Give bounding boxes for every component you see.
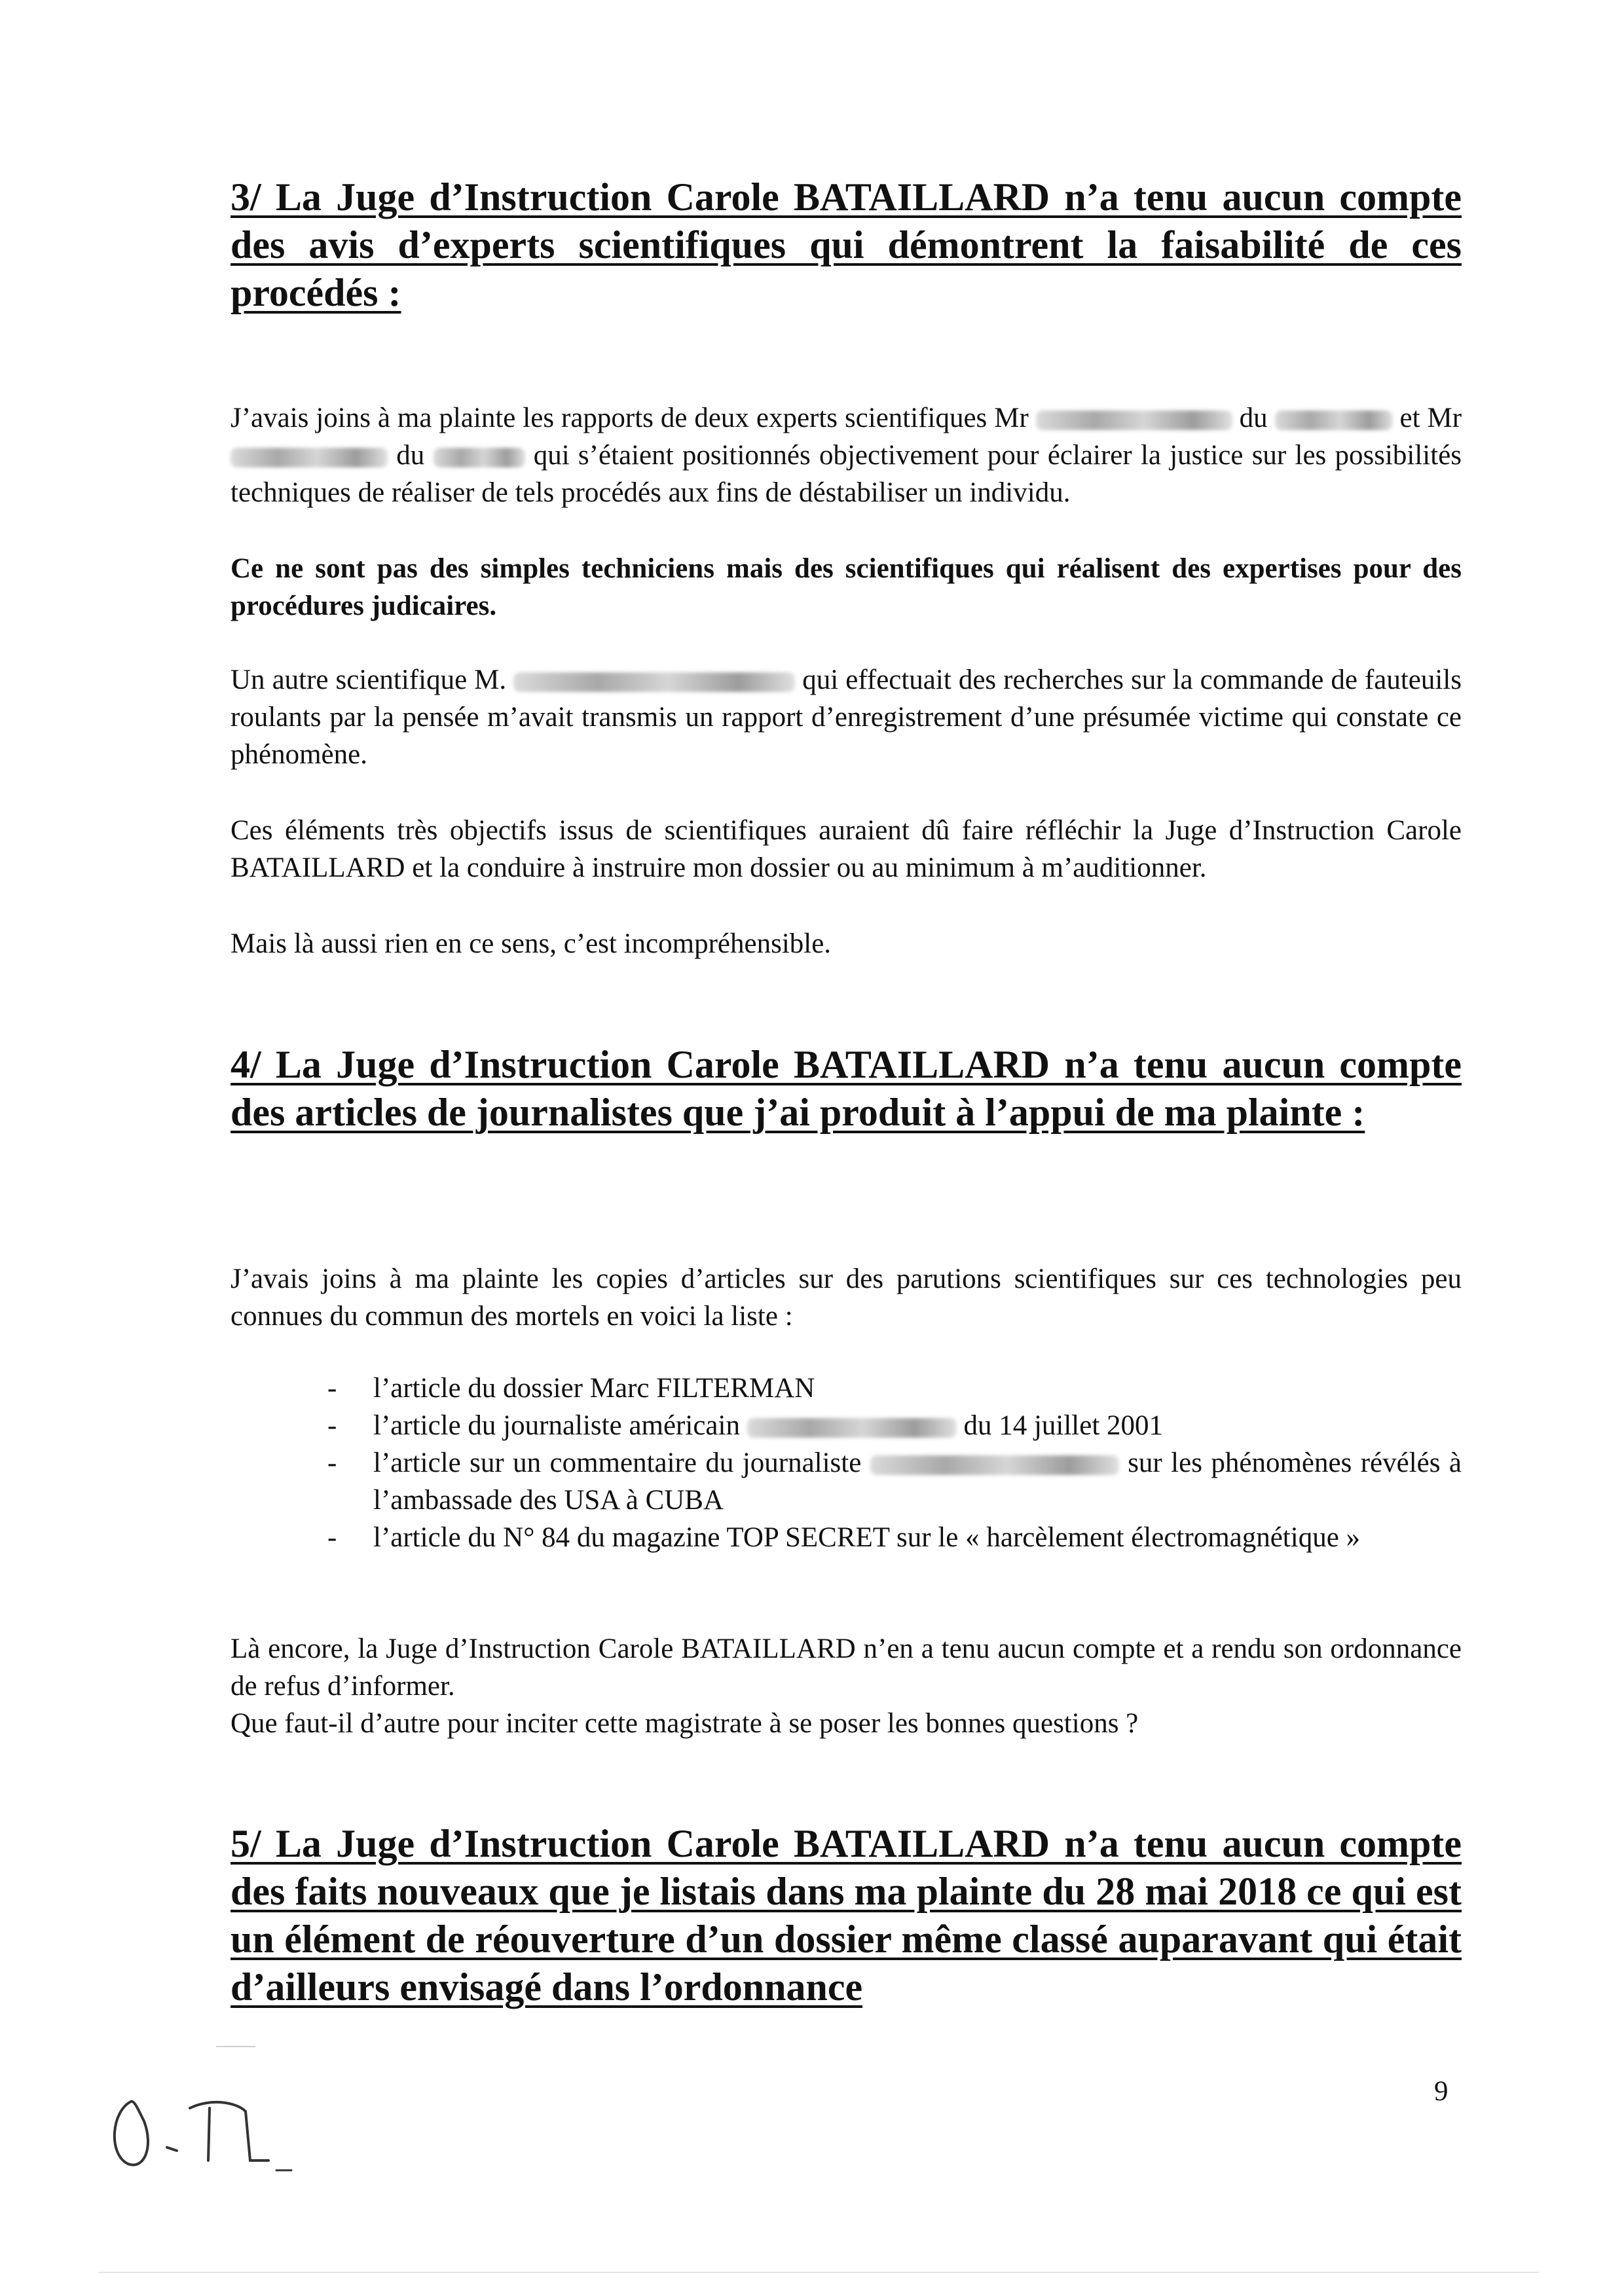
list-dash: -: [327, 1522, 337, 1553]
section-3-paragraph-scientist: [231, 661, 1462, 773]
redacted-name: [747, 1418, 957, 1438]
text-fragment: du: [396, 440, 425, 471]
section-3-paragraph-final: Mais là aussi rien en ce sens, c’est incompréhensible.: [231, 928, 832, 959]
list-item-text: du 14 juillet 2001: [963, 1410, 1164, 1441]
text-fragment: J’avais joins à ma plainte les rapports de deux experts scientifiques Mr: [231, 403, 1029, 433]
text-fragment: et Mr: [1399, 403, 1462, 433]
section-5-heading: 5/ La Juge d’Instruction Carole BATAILLARD n’a tenu aucun compte des faits nouveaux que je listais dans ma plainte du 28 mai 2018 ce qui est un élément de réouverture d’un dossier même classé auparavant qui était d’ailleurs envisagé dans l’ordonnance: [231, 1822, 1462, 2009]
section-3-bold-statement: Ce ne sont pas des simples techniciens mais des scientifiques qui réalisent des expertises pour des procédures judicaires.: [231, 553, 1462, 621]
list-item-text: l’article sur un commentaire du journaliste: [373, 1448, 862, 1478]
section-3-heading: 3/ La Juge d’Instruction Carole BATAILLARD n’a tenu aucun compte des avis d’experts scientifiques qui démontrent la faisabilité de ces procédés :: [231, 175, 1462, 314]
list-item: [327, 1444, 1462, 1519]
redacted-institution: [1275, 410, 1393, 430]
article-list: [327, 1370, 1462, 1556]
redacted-name: [870, 1455, 1119, 1475]
handwritten-initials-signature: [105, 2082, 327, 2180]
text-fragment: du: [1239, 403, 1268, 433]
text-fragment: qui effectuait des recherches sur la commande de fauteuils roulants par la pensée m’avait transmis un rapport d’enregistrement d’une présumée victime qui constate ce phénomène.: [231, 665, 1462, 770]
list-item-text: sur les phénomènes révélés à l’ambassade des USA à CUBA: [373, 1448, 1462, 1516]
text-fragment: Un autre scientifique M.: [231, 665, 507, 695]
redacted-name: [1036, 410, 1232, 430]
list-item: [327, 1407, 1462, 1444]
section-3-paragraph-experts: [231, 399, 1462, 511]
section-4-paragraph-after: Là encore, la Juge d’Instruction Carole BATAILLARD n’en a tenu aucun compte et a rendu son ordonnance de refus d’informer.: [231, 1633, 1462, 1702]
list-dash: -: [327, 1373, 337, 1404]
page-number: 9: [1434, 2076, 1449, 2107]
section-3-paragraph-conclusion: Ces éléments très objectifs issus de scientifiques auraient dû faire réfléchir la Juge d’Instruction Carole BATAILLARD et la conduire à instruire mon dossier ou au minimum à m’auditionner.: [231, 815, 1462, 883]
list-dash: -: [327, 1410, 337, 1441]
list-item: [327, 1519, 1462, 1556]
scan-edge-line: [98, 2272, 1539, 2273]
text-fragment: qui s’étaient positionnés objectivement pour éclairer la justice sur les possibilités techniques de réaliser de tels procédés aux fins de déstabiliser un individu.: [231, 440, 1462, 508]
margin-mark: [216, 2046, 255, 2047]
list-item-text: l’article du dossier Marc FILTERMAN: [373, 1373, 815, 1404]
list-item-text: l’article du journaliste américain: [373, 1410, 740, 1441]
section-4-heading: 4/ La Juge d’Instruction Carole BATAILLARD n’a tenu aucun compte des articles de journalistes que j’ai produit à l’appui de ma plainte :: [231, 1043, 1462, 1134]
redacted-name: [513, 672, 795, 692]
redacted-name: [231, 448, 388, 467]
section-4-intro: J’avais joins à ma plainte les copies d’articles sur des parutions scientifiques sur ces technologies peu connues du commun des mortels en voici la liste :: [231, 1264, 1462, 1332]
section-4-question: Que faut-il d’autre pour inciter cette magistrate à se poser les bonnes questions ?: [231, 1708, 1139, 1739]
redacted-institution: [434, 448, 525, 467]
list-item: [327, 1370, 1462, 1407]
list-dash: -: [327, 1448, 337, 1478]
list-item-text: l’article du N° 84 du magazine TOP SECRET sur le « harcèlement électromagnétique »: [373, 1522, 1361, 1553]
